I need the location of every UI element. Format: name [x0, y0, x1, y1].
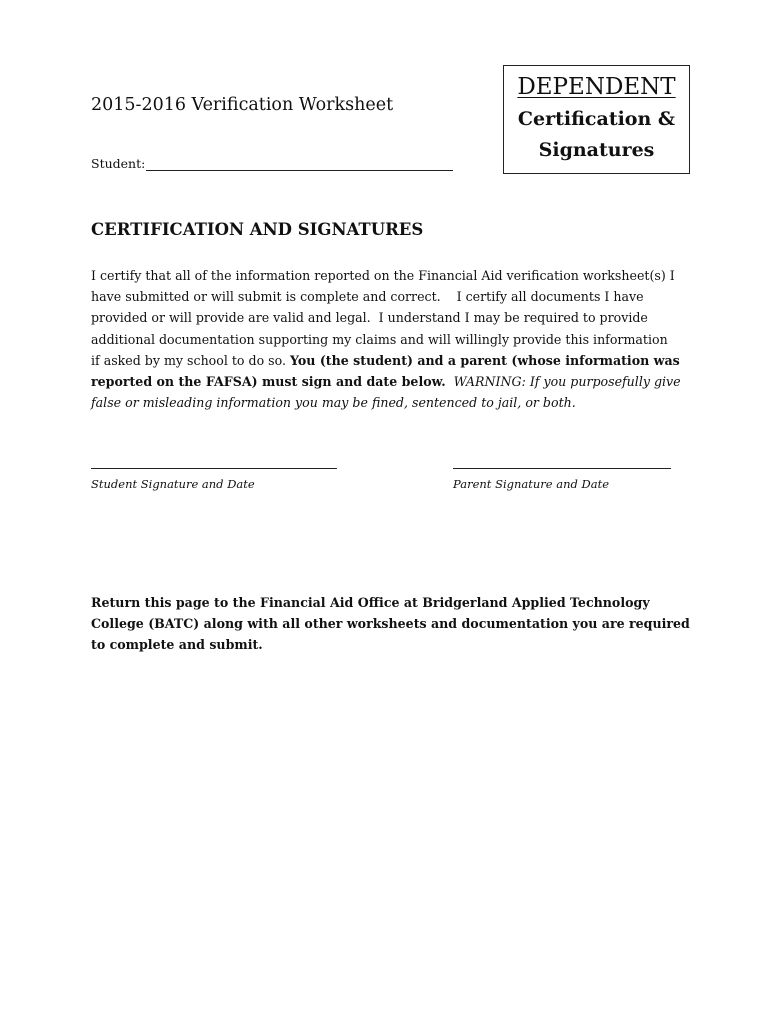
instruction-line: to complete and submit. — [91, 637, 263, 653]
section-heading: CERTIFICATION AND SIGNATURES — [91, 220, 424, 239]
dependency-status-box — [503, 65, 690, 174]
paragraph-line: I certify that all of the information reported on the Financial Aid verification worksheet(s) I — [91, 268, 675, 283]
dependency-status: DEPENDENT — [517, 74, 676, 100]
paragraph-line — [91, 371, 691, 392]
paragraph-line: provided or will provide are valid and legal. I understand I may be required to provide — [91, 310, 648, 326]
instruction-line: College (BATC) along with all other worksheets and documentation you are required — [91, 616, 690, 632]
warning-text: false or misleading information you may be fined, sentenced to jail, or both. — [91, 395, 576, 411]
instruction-line: Return this page to the Financial Aid Office at Bridgerland Applied Technology — [91, 595, 650, 610]
student-signature-line[interactable] — [91, 468, 337, 469]
paragraph-line: additional documentation supporting my claims and will willingly provide this information — [91, 331, 668, 347]
paragraph-bold-text: You (the student) and a parent (whose information was — [290, 352, 680, 368]
student-signature-block — [91, 468, 337, 491]
return-instructions — [91, 592, 691, 656]
warning-text: WARNING: If you purposefully give — [453, 374, 681, 390]
paragraph-text: if asked by my school to do so. — [91, 352, 290, 368]
certification-paragraph — [91, 265, 691, 413]
box-subtitle-line2: Signatures — [538, 139, 655, 161]
worksheet-title: 2015-2016 Verification Worksheet — [91, 95, 394, 115]
parent-signature-block — [453, 468, 671, 491]
paragraph-bold-text: reported on the FAFSA) must sign and date below. — [91, 374, 446, 390]
student-name-field[interactable] — [91, 156, 453, 171]
paragraph-line: have submitted or will submit is complete and correct. I certify all documents I have — [91, 289, 644, 305]
parent-signature-label: Parent Signature and Date — [453, 477, 610, 491]
student-name-blank[interactable] — [146, 157, 453, 171]
box-subtitle-line1: Certification & — [517, 108, 676, 130]
parent-signature-line[interactable] — [453, 468, 671, 469]
paragraph-line — [91, 392, 691, 413]
box-subtitle — [504, 104, 689, 166]
paragraph-line — [91, 350, 691, 371]
student-label: Student: — [91, 156, 146, 171]
student-signature-label: Student Signature and Date — [91, 477, 255, 491]
